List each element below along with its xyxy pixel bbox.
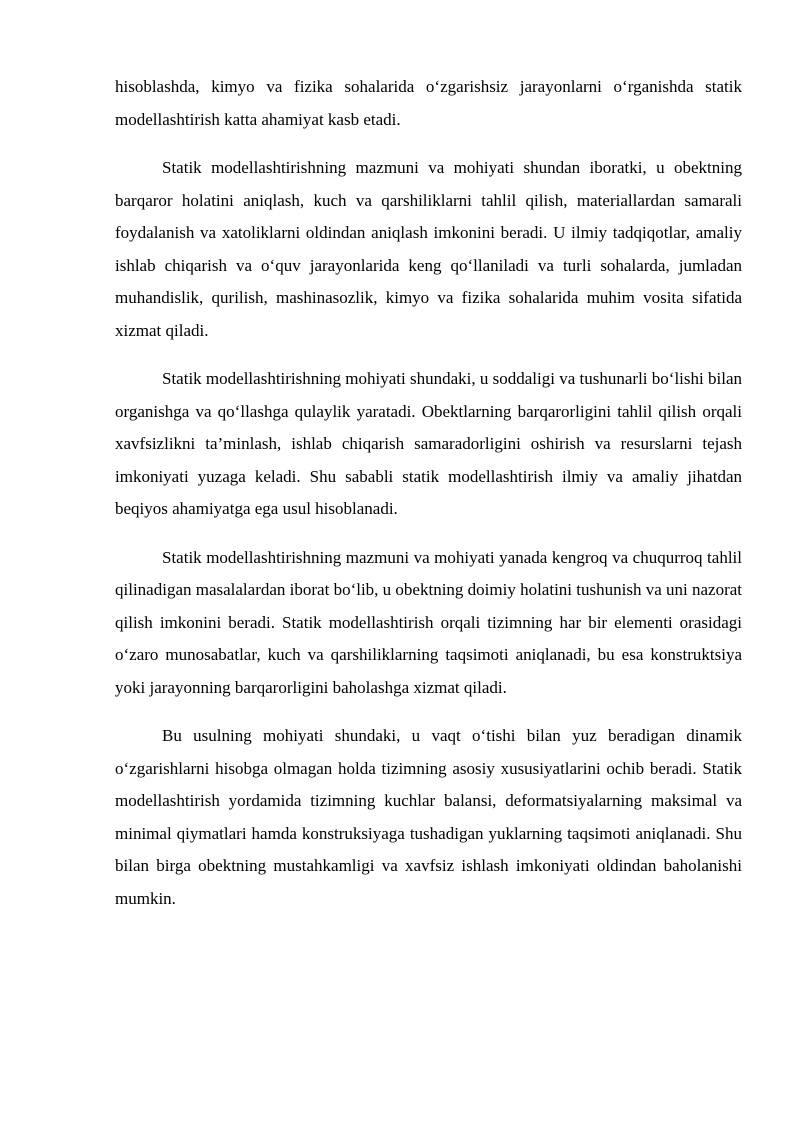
paragraph-5: Bu usulning mohiyati shundaki, u vaqt o‘tishi bilan yuz beradigan dinamik o‘zgarishlarni hisobga olmagan holda tizimning asosiy xususiyatlarini ochib beradi. Statik modellashtirish yordamida tizimning kuchlar balansi, deformatsiyalarning maksimal va minimal qiymatlari hamda konstruksiyaga tushadigan yuklarning taqsimoti aniqlanadi. Shu bilan birga obektning mustahkamligi va xavfsiz ishlash imkoniyati oldindan baholanishi mumkin. xyxy=(115,726,742,908)
paragraph-4: Statik modellashtirishning mazmuni va mohiyati yanada kengroq va chuqurroq tahlil qilinadigan masalalardan iborat bo‘lib, u obektning doimiy holatini tushunish va uni nazorat qilish imkonini beradi. Statik modellashtirish orqali tizimning har bir elementi orasidagi o‘zaro munosabatlar, kuch va qarshiliklarning taqsimoti aniqlanadi, bu esa konstruktsiya yoki jarayonning barqarorligini baholashga xizmat qiladi. xyxy=(115,547,742,697)
paragraph-continuation: hisoblashda, kimyo va fizika sohalarida o‘zgarishsiz jarayonlarni o‘rganishda statik modellashtirish katta ahamiyat kasb etadi. xyxy=(115,77,742,129)
document-body xyxy=(115,71,742,931)
paragraph-2: Statik modellashtirishning mazmuni va mohiyati shundan iboratki, u obektning barqaror holatini aniqlash, kuch va qarshiliklarni tahlil qilish, materiallardan samarali foydalanish va xatoliklarni oldindan aniqlash imkonini beradi. U ilmiy tadqiqotlar, amaliy ishlab chiqarish va o‘quv jarayonlarida keng qo‘llaniladi va turli sohalarda, jumladan muhandislik, qurilish, mashinasozlik, kimyo va fizika sohalarida muhim vosita sifatida xizmat qiladi. xyxy=(115,158,742,340)
paragraph-3: Statik modellashtirishning mohiyati shundaki, u soddaligi va tushunarli bo‘lishi bilan organishga va qo‘llashga qulaylik yaratadi. Obektlarning barqarorligini tahlil qilish orqali xavfsizlikni ta’minlash, ishlab chiqarish samaradorligini oshirish va resurslarni tejash imkoniyati yuzaga keladi. Shu sababli statik modellashtirish ilmiy va amaliy jihatdan beqiyos ahamiyatga ega usul hisoblanadi. xyxy=(115,369,742,518)
